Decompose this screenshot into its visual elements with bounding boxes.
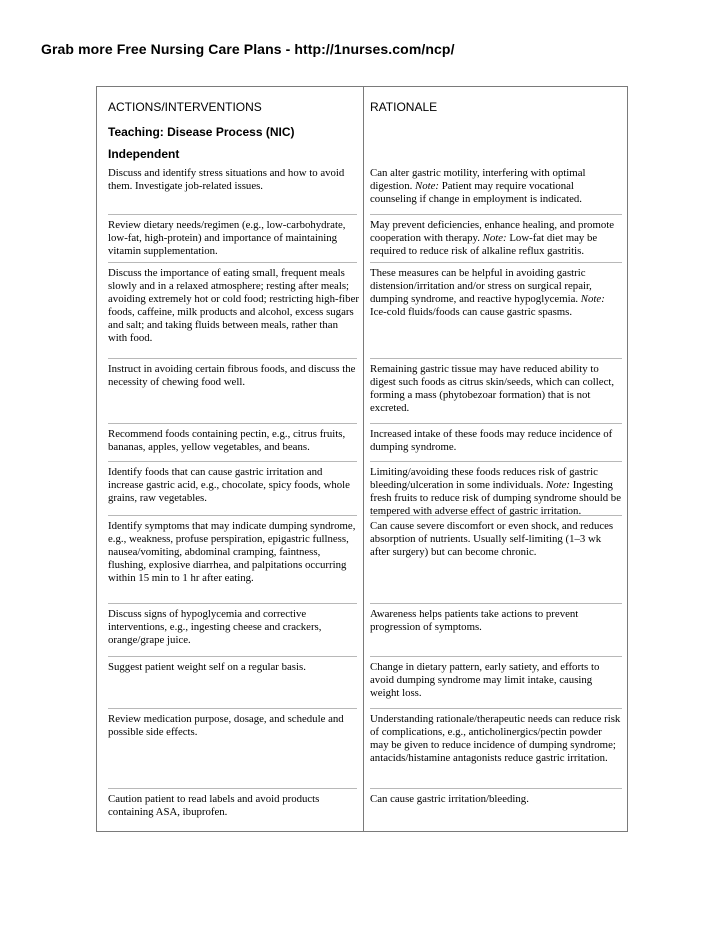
rationale-line: bleeding/ulceration in some individuals. Note: Ingesting	[370, 479, 613, 491]
rationale-line: digestion. Note: Patient may require vocational	[370, 180, 574, 192]
row-separator	[370, 214, 622, 215]
action-line: Discuss and identify stress situations and how to avoid	[108, 167, 345, 179]
rationale-line: fresh fruits to reduce risk of dumping syndrome should be	[370, 492, 621, 504]
action-cell	[108, 608, 358, 647]
rationale-cell	[370, 167, 625, 206]
rationale-line: Awareness helps patients take actions to prevent	[370, 608, 579, 620]
action-line: Identify foods that can cause gastric irritation and	[108, 466, 323, 478]
rationale-cell	[370, 793, 625, 806]
rationale-line: Can alter gastric motility, interfering with optimal	[370, 167, 586, 179]
row-separator	[370, 461, 622, 462]
column-header-rationale: RATIONALE	[370, 100, 438, 114]
action-line: avoiding extremely hot or cold food; restricting high-fiber	[108, 293, 359, 305]
rationale-line: required to reduce risk of alkaline reflux gastritis.	[370, 245, 585, 257]
action-line: e.g., weakness, profuse perspiration, epigastric fullness,	[108, 533, 349, 545]
rationale-cell	[370, 520, 625, 559]
action-cell	[108, 167, 358, 193]
action-line: Recommend foods containing pectin, e.g., citrus fruits,	[108, 428, 346, 440]
rationale-line: dumping syndrome.	[370, 441, 457, 453]
action-line: vitamin supplementation.	[108, 245, 218, 257]
rationale-line: digest such foods as citrus skin/seeds, which can collect,	[370, 376, 615, 388]
action-cell	[108, 713, 358, 739]
rationale-line: absorption of nutrients. Usually self-limiting (1–3 wk	[370, 533, 602, 545]
rationale-cell	[370, 713, 625, 765]
row-separator	[108, 603, 357, 604]
action-line: Discuss signs of hypoglycemia and corrective	[108, 608, 307, 620]
rationale-line: counseling if change in employment is indicated.	[370, 193, 582, 205]
action-line: grains, raw vegetables.	[108, 492, 207, 504]
action-line: them. Investigate job-related issues.	[108, 180, 264, 192]
action-line: within 15 min to 1 hr after eating.	[108, 572, 254, 584]
row-separator	[108, 214, 357, 215]
column-header-actions: ACTIONS/INTERVENTIONS	[108, 100, 262, 114]
rationale-line: cooperation with therapy. Note: Low-fat diet may be	[370, 232, 598, 244]
rationale-line: forming a mass (phytobezoar formation) that is not	[370, 389, 591, 401]
row-separator	[370, 358, 622, 359]
action-line: necessity of chewing food well.	[108, 376, 246, 388]
action-line: orange/grape juice.	[108, 634, 191, 646]
rationale-line: Understanding rationale/therapeutic needs can reduce risk	[370, 713, 621, 725]
row-separator	[370, 788, 622, 789]
action-cell	[108, 219, 358, 258]
action-line: Suggest patient weight self on a regular basis.	[108, 661, 306, 673]
rationale-line: after surgery) but can become chronic.	[370, 546, 537, 558]
rationale-line: These measures can be helpful in avoiding gastric	[370, 267, 586, 279]
rationale-line: progression of symptoms.	[370, 621, 482, 633]
action-line: bananas, apples, yellow vegetables, and beans.	[108, 441, 310, 453]
rationale-line: Remaining gastric tissue may have reduced ability to	[370, 363, 599, 375]
row-separator	[108, 515, 357, 516]
action-line: Instruct in avoiding certain fibrous foods, and discuss the	[108, 363, 356, 375]
rationale-cell	[370, 466, 625, 518]
action-line: Discuss the importance of eating small, frequent meals	[108, 267, 345, 279]
rationale-cell	[370, 363, 625, 415]
action-line: Review dietary needs/regimen (e.g., low-carbohydrate,	[108, 219, 346, 231]
rationale-line: may be given to reduce incidence of dumping syndrome;	[370, 739, 616, 751]
rationale-line: Increased intake of these foods may reduce incidence of	[370, 428, 613, 440]
action-cell	[108, 267, 358, 345]
row-separator	[370, 423, 622, 424]
rationale-line: of complications, e.g., anticholinergics/pectin powder	[370, 726, 602, 738]
row-separator	[108, 708, 357, 709]
action-cell	[108, 520, 358, 585]
rationale-line: antacids/histamine antagonists reduce gastric irritation.	[370, 752, 608, 764]
row-separator	[108, 461, 357, 462]
rationale-line: avoid dumping syndrome may limit intake, causing	[370, 674, 593, 686]
rationale-line: Can cause gastric irritation/bleeding.	[370, 793, 529, 805]
note-label: Note:	[580, 293, 605, 305]
rationale-cell	[370, 219, 625, 258]
row-separator	[108, 358, 357, 359]
row-separator	[108, 788, 357, 789]
action-line: interventions, e.g., ingesting cheese and crackers,	[108, 621, 322, 633]
action-line: containing ASA, ibuprofen.	[108, 806, 228, 818]
row-separator	[108, 262, 357, 263]
action-line: and salt; and taking fluids between meals, rather than	[108, 319, 338, 331]
rationale-line: Can cause severe discomfort or even shock, and reduces	[370, 520, 614, 532]
column-divider	[363, 87, 364, 831]
action-cell	[108, 661, 358, 674]
rationale-cell	[370, 608, 625, 634]
note-label: Note:	[546, 479, 571, 491]
action-cell	[108, 428, 358, 454]
rationale-line: Change in dietary pattern, early satiety, and efforts to	[370, 661, 600, 673]
subsection-heading: Independent	[108, 147, 180, 161]
action-cell	[108, 466, 358, 505]
row-separator	[370, 603, 622, 604]
section-heading: Teaching: Disease Process (NIC)	[108, 125, 295, 139]
rationale-line: May prevent deficiencies, enhance healing, and promote	[370, 219, 615, 231]
note-label: Note:	[415, 180, 439, 192]
action-line: low-fat, high-protein) and importance of maintaining	[108, 232, 338, 244]
action-line: flushing, explosive diarrhea, and palpitations occurring	[108, 559, 347, 571]
action-line: Caution patient to read labels and avoid products	[108, 793, 320, 805]
rationale-line: Ice-cold fluids/foods can cause gastric spasms.	[370, 306, 573, 318]
row-separator	[108, 423, 357, 424]
action-line: possible side effects.	[108, 726, 198, 738]
rationale-line: distension/irritation and/or stress on surgical repair,	[370, 280, 592, 292]
action-cell	[108, 363, 358, 389]
action-line: foods, caffeine, milk products and alcohol, excess sugars	[108, 306, 354, 318]
note-label: Note:	[482, 232, 507, 244]
rationale-cell	[370, 428, 625, 454]
rationale-line: excreted.	[370, 402, 410, 414]
rationale-line: Limiting/avoiding these foods reduces risk of gastric	[370, 466, 598, 478]
action-line: slowly and in a relaxed atmosphere; resting after meals;	[108, 280, 350, 292]
page-header: Grab more Free Nursing Care Plans - http://1nurses.com/ncp/	[41, 41, 455, 57]
action-cell	[108, 793, 358, 819]
rationale-line: dumping syndrome, and reactive hypoglycemia. Note:	[370, 293, 605, 305]
action-line: increase gastric acid, e.g., chocolate, spicy foods, whole	[108, 479, 350, 491]
row-separator	[370, 708, 622, 709]
action-line: nausea/vomiting, abdominal cramping, faintness,	[108, 546, 321, 558]
action-line: with food.	[108, 332, 153, 344]
rationale-line: weight loss.	[370, 687, 422, 699]
action-line: Review medication purpose, dosage, and schedule and	[108, 713, 344, 725]
rationale-cell	[370, 661, 625, 700]
row-separator	[370, 262, 622, 263]
action-line: Identify symptoms that may indicate dumping syndrome,	[108, 520, 356, 532]
row-separator	[370, 656, 622, 657]
rationale-cell	[370, 267, 625, 319]
care-plan-table	[96, 86, 628, 832]
rationale-line: tempered with adverse effect of gastric irritation.	[370, 505, 582, 517]
row-separator	[108, 656, 357, 657]
